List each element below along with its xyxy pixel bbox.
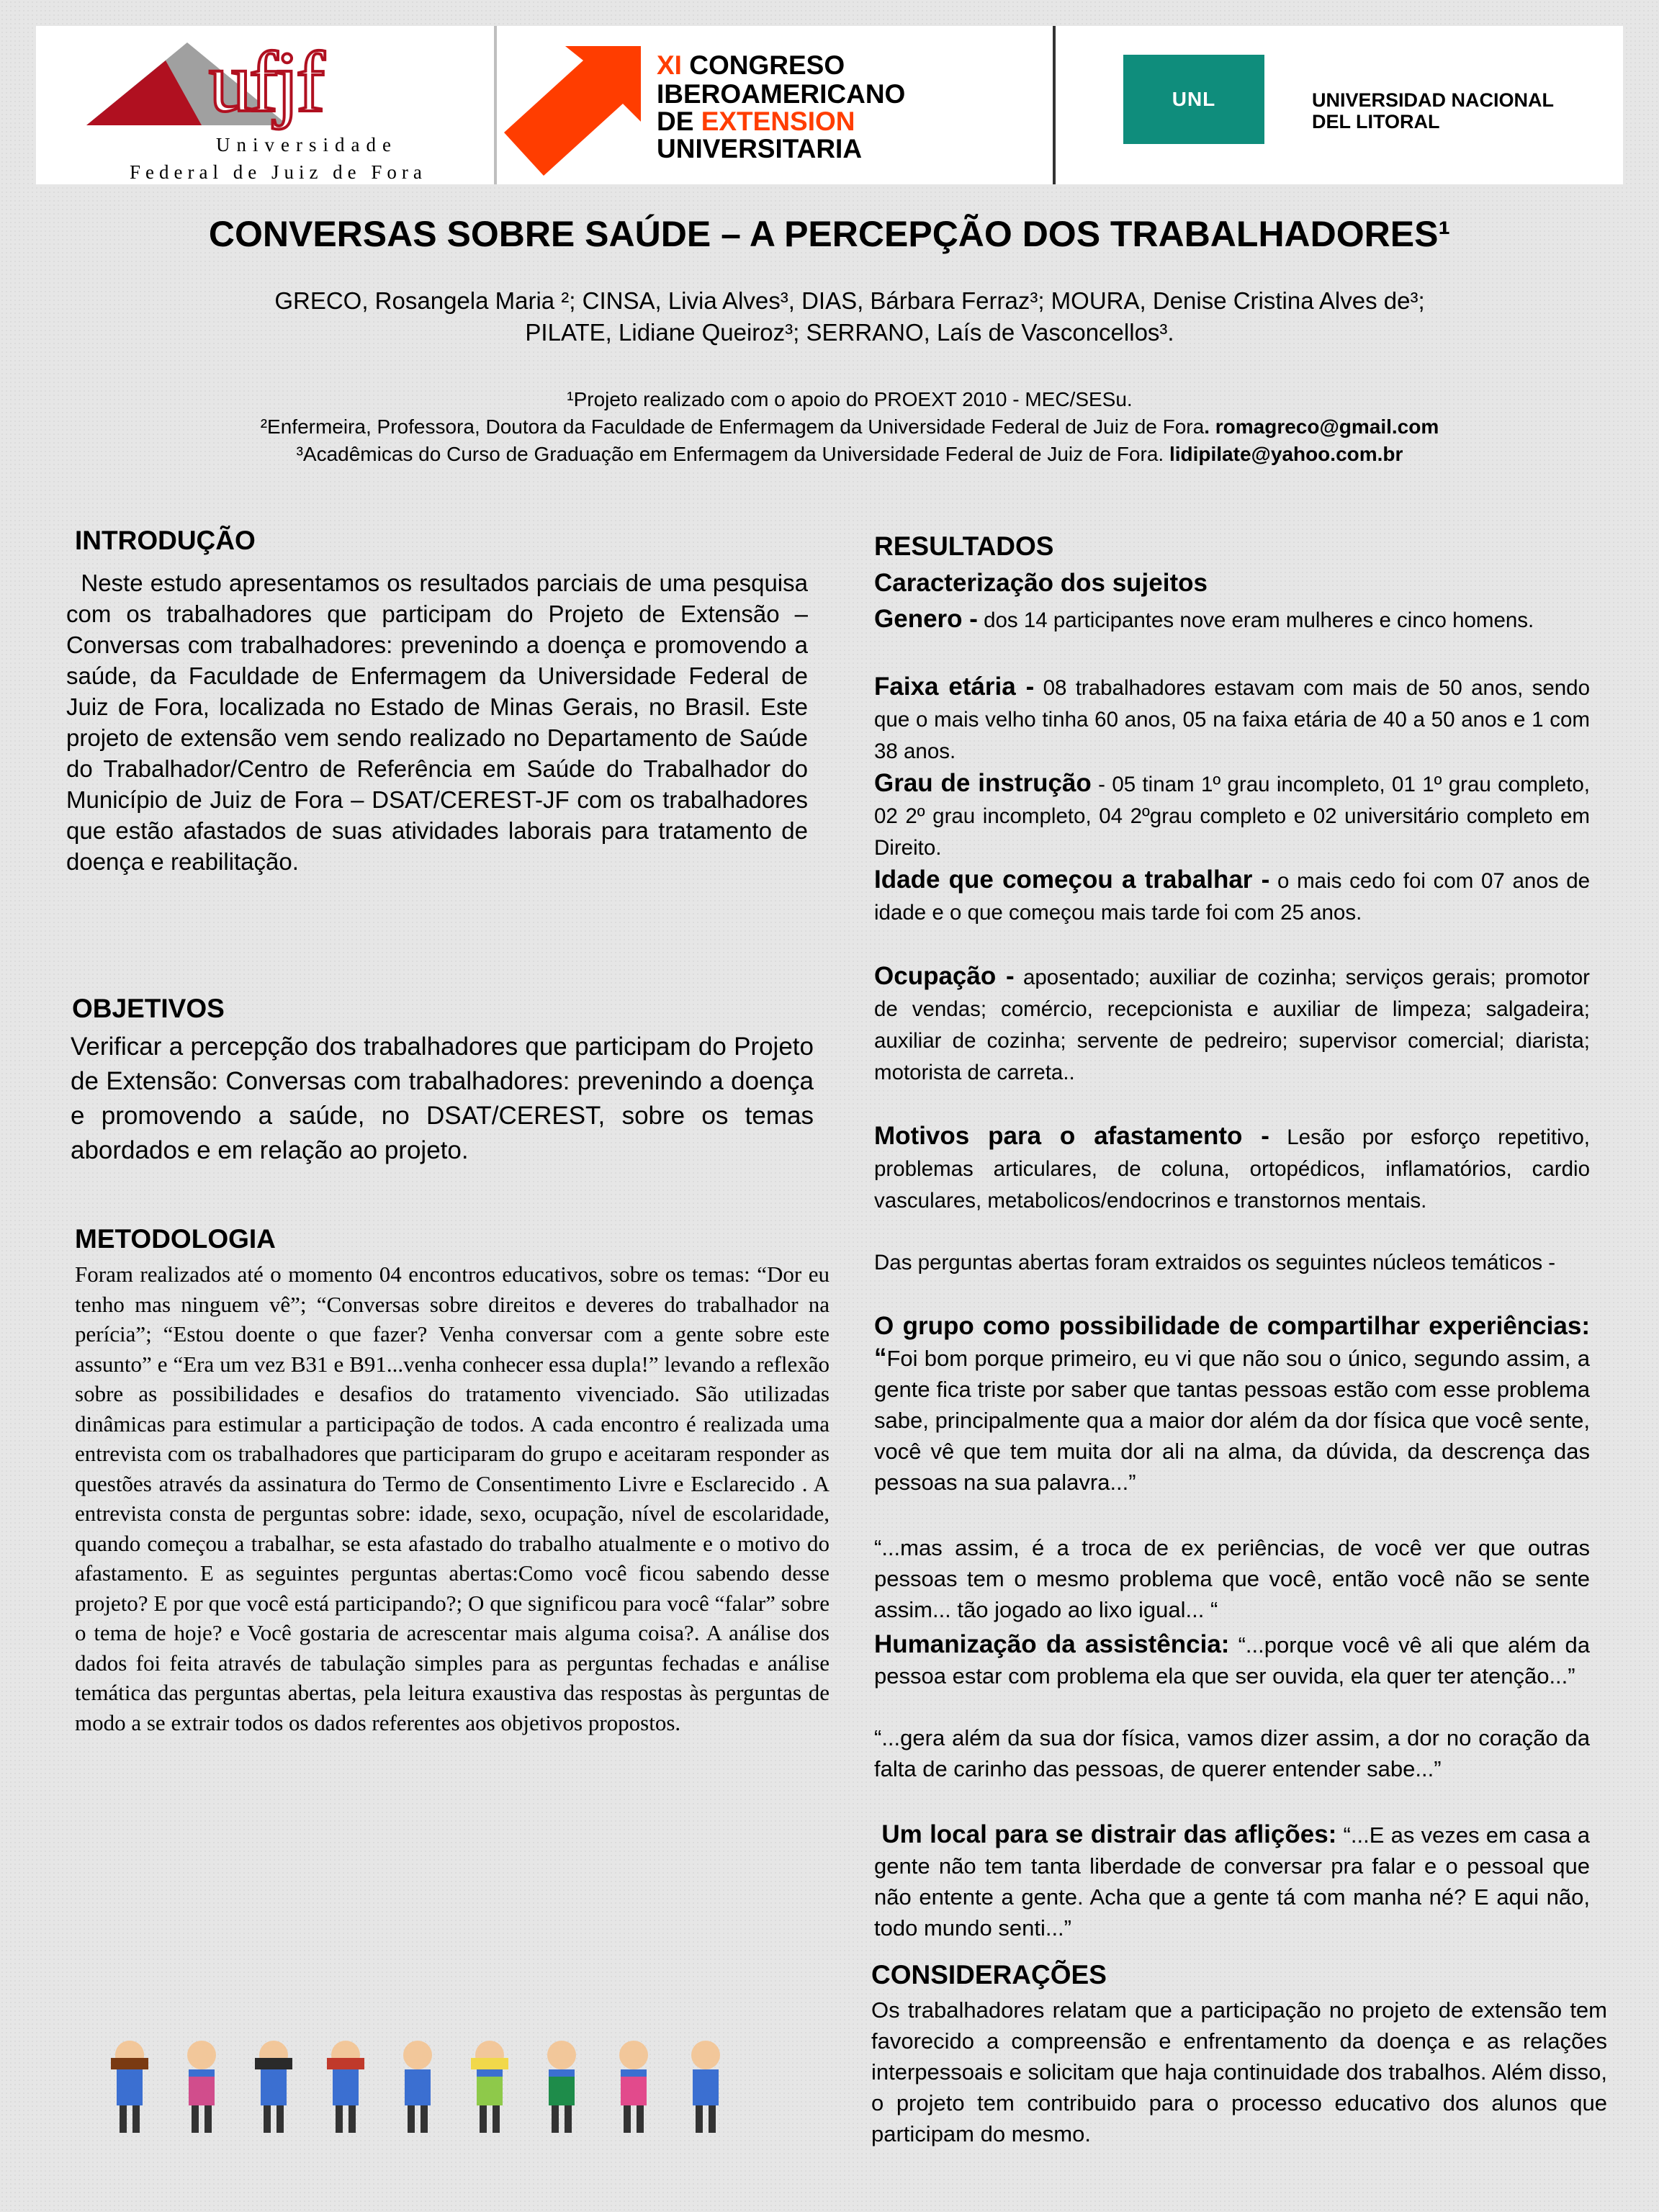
local-text: “...E as vezes em casa a gente não tem tanta liberdade de conversar pra falar e o pessoal que não entente a gente. Acha que a gente tá com manha né? E aqui não, todo mundo senti...”	[874, 1822, 1596, 1941]
genero-label: Genero -	[874, 605, 978, 633]
faixa-text: 08 trabalhadores estavam com mais de 50 anos, sendo que o mais velho tinha 60 anos, 05 na faixa etária de 40 a 50 anos e 1 com 38 anos.	[874, 676, 1590, 763]
congress-roman: XI	[657, 50, 690, 80]
congress-line3-de: DE	[657, 107, 701, 136]
objetivos-heading: OBJETIVOS	[72, 994, 225, 1023]
motivos-label: Motivos para o afastamento -	[874, 1122, 1269, 1150]
resultados-humanizacao	[874, 1629, 1590, 1691]
ufjf-logo	[79, 34, 482, 183]
note-3-email: lidipilate@yahoo.com.br	[1169, 443, 1403, 465]
humanizacao-text: “...porque você vê ali que além da pessoa estar com problema ela que ser ouvida, ela quer ter atenção...”	[874, 1632, 1590, 1689]
arrow-icon	[497, 46, 655, 176]
resultados-grupo-2: “...mas assim, é a troca de ex periências, de você ver que outras pessoas tem o mesmo problema que você, então você não se sente assim... tão jogado ao lixo igual... “	[874, 1535, 1590, 1622]
ocupacao-label: Ocupação -	[874, 962, 1015, 990]
note-1: ¹Projeto realizado com o apoio do PROEXT 2010 - MEC/SESu.	[567, 388, 1133, 410]
resultados-idade	[874, 864, 1590, 929]
genero-text: dos 14 participantes nove eram mulheres e cinco homens.	[977, 608, 1534, 632]
note-3	[144, 441, 1555, 468]
local-label: Um local para se distrair das aflições:	[874, 1820, 1337, 1848]
ufjf-line2: Federal de Juiz de Fora	[130, 161, 427, 183]
unl-line1: UNIVERSIDAD NACIONAL	[1312, 89, 1555, 111]
resultados-subheading: Caracterização dos sujeitos	[874, 569, 1208, 597]
congress-line2: IBEROAMERICANO	[657, 79, 906, 109]
resultados-grau	[874, 768, 1590, 864]
humanizacao-label: Humanização da assistência:	[874, 1630, 1230, 1658]
introducao-heading: INTRODUÇÃO	[75, 526, 256, 555]
unl-line2: DEL LITORAL	[1312, 111, 1440, 132]
introducao-text: Neste estudo apresentamos os resultados parciais de uma pesquisa com os trabalhadores que participam do Projeto de Extensão – Conversas com trabalhadores: prevenindo a doença e promovendo a saúde, da Faculdade de Enfermagem da Universidade Federal de Juiz de Fora, localizada no Estado de Minas Gerais, no Brasil. Este projeto de extensão vem sendo realizado no Departamento de Saúde do Trabalhador/Centro de Referência em Saúde do Trabalhador do Município de Juiz de Fora – DSAT/CEREST-JF com os trabalhadores que estão afastados de suas atividades laborais para tratamento de doença e reabilitação.	[66, 570, 815, 875]
congress-logo	[497, 40, 1073, 177]
header-divider	[1053, 26, 1056, 184]
congress-line4: UNIVERSITARIA	[657, 134, 863, 163]
unl-box: UNL	[1123, 55, 1264, 144]
affiliation-notes	[144, 386, 1555, 468]
grau-text: - 05 tinam 1º grau incompleto, 01 1º grau completo, 02 2º grau incompleto, 04 2ºgrau completo e 02 universitário completo em Direito.	[874, 773, 1590, 860]
ufjf-wordmark: ufjf	[209, 34, 323, 130]
children-holding-hands-image	[101, 2033, 763, 2141]
note-2-email: . romagreco@gmail.com	[1204, 415, 1439, 438]
resultados-humanizacao-2: “...gera além da sua dor física, vamos dizer assim, a dor no coração da falta de carinho das pessoas, de querer entender sabe...”	[874, 1725, 1590, 1781]
header-banner	[36, 26, 1623, 184]
resultados-ocupacao	[874, 961, 1590, 1089]
metodologia-heading: METODOLOGIA	[75, 1224, 276, 1254]
faixa-label: Faixa etária -	[874, 673, 1035, 701]
ocupacao-text: aposentado; auxiliar de cozinha; serviços gerais; promotor de vendas; comércio, recepcionista e auxiliar de limpeza; salgadeira; auxiliar de cozinha; servente de pedreiro; supervisor comercial; diarista; motorista de carreta..	[874, 966, 1591, 1084]
unl-name	[1312, 89, 1554, 132]
note-2	[144, 413, 1555, 441]
motivos-text: Lesão por esforço repetitivo, problemas articulares, de coluna, ortopédicos, inflamatórios, cardio vasculares, metabolicos/endocrinos e transtornos mentais.	[874, 1125, 1590, 1213]
authors-line2: PILATE, Lidiane Queiroz³; SERRANO, Laís de Vasconcellos³.	[525, 319, 1174, 346]
note-2-text: ²Enfermeira, Professora, Doutora da Faculdade de Enfermagem da Universidade Federal de Juiz de Fora	[260, 415, 1205, 438]
idade-label: Idade que começou a trabalhar -	[874, 866, 1270, 894]
authors-line1: GRECO, Rosangela Maria ²; CINSA, Livia Alves³, DIAS, Bárbara Ferraz³; MOURA, Denise Cristina Alves de³;	[274, 287, 1425, 314]
note-3-text: ³Acadêmicas do Curso de Graduação em Enfermagem da Universidade Federal de Juiz de Fora.	[296, 443, 1169, 465]
resultados-heading: RESULTADOS	[874, 531, 1054, 561]
congress-line1-text: CONGRESO	[689, 50, 845, 80]
idade-text: o mais cedo foi com 07 anos de idade e o que começou mais tarde foi com 25 anos.	[874, 869, 1591, 925]
metodologia-text: Foram realizados até o momento 04 encontros educativos, sobre os temas: “Dor eu tenho mas ninguem vê”; “Conversas sobre direitos e deveres do trabalhador na perícia”; “Estou doente o que fazer? Venha conversar com a gente sobre este assunto” e “Era um vez B31 e B91...venha conhecer essa dupla!” levando a reflexão sobre as possibilidades e desafios do tratamento vivenciado. São utilizadas dinâmicas para estimular a participação de todos. A cada encontro é realizada uma entrevista com os trabalhadores que participaram do grupo e aceitaram responder as questões através da assinatura do Termo de Consentimento Livre e Esclarecido . A entrevista consta de perguntas sobre: idade, sexo, ocupação, nível de escolaridade, quando começou a trabalhar, se esta afastado do trabalho atualmente e o motivo do afastamento. E as seguintes perguntas abertas:Como você ficou sabendo desse projeto? E por que você está participando?; O que significou para você “falar” sobre o tema de hoje? e Você gostaria de acrescentar mais alguma coisa?. A análise dos dados foi feita através de tabulação simples para as perguntas fechadas e análise temática das perguntas abertas, pela leitura exaustiva das respostas às perguntas de modo a se extrair todos os dados referentes aos objetivos propostos.	[75, 1262, 830, 1735]
resultados-genero	[874, 603, 1590, 637]
grau-label: Grau de instrução	[874, 769, 1092, 797]
poster-title: CONVERSAS SOBRE SAÚDE – A PERCEPÇÃO DOS TRABALHADORES¹	[208, 214, 1451, 254]
resultados-local	[874, 1819, 1596, 1943]
congress-line1	[657, 52, 845, 79]
resultados-nucleos: Das perguntas abertas foram extraidos os seguintes núcleos temáticos -	[874, 1251, 1556, 1274]
authors	[115, 285, 1584, 349]
congress-line3-ext: EXTENSION	[701, 107, 855, 136]
consideracoes-text: Os trabalhadores relatam que a participação no projeto de extensão tem favorecido a compreensão e enfrentamento da doença e as relações interpessoais e solicitam que haja continuidade dos trabalhos. Além disso, o projeto tem contribuido para o processo educativo dos alunos que participam do mesmo.	[871, 1997, 1607, 2146]
congress-line3	[657, 108, 855, 135]
objetivos-text: Verificar a percepção dos trabalhadores que participam do Projeto de Extensão: Conversas com trabalhadores: prevenindo a doença e promovendo a saúde, no DSAT/CEREST, sobre os temas abordados e em relação ao projeto.	[71, 1033, 814, 1164]
grupo-text: Foi bom porque primeiro, eu vi que não sou o único, segundo assim, a gente fica triste por saber que tantas pessoas estão com esse problema sabe, principalmente qua a maior dor além da dor física que você sente, você vê que tem muita dor ali na alma, da dúvida, da descrença das pessoas na sua palavra...”	[874, 1346, 1590, 1495]
grupo-label: O grupo como possibilidade de compartilhar experiências: “	[874, 1312, 1590, 1372]
resultados-grupo	[874, 1310, 1590, 1498]
consideracoes-heading: CONSIDERAÇÕES	[871, 1960, 1107, 1990]
resultados-motivos	[874, 1120, 1590, 1217]
resultados-faixa	[874, 671, 1590, 768]
ufjf-line1: Universidade	[216, 134, 397, 156]
